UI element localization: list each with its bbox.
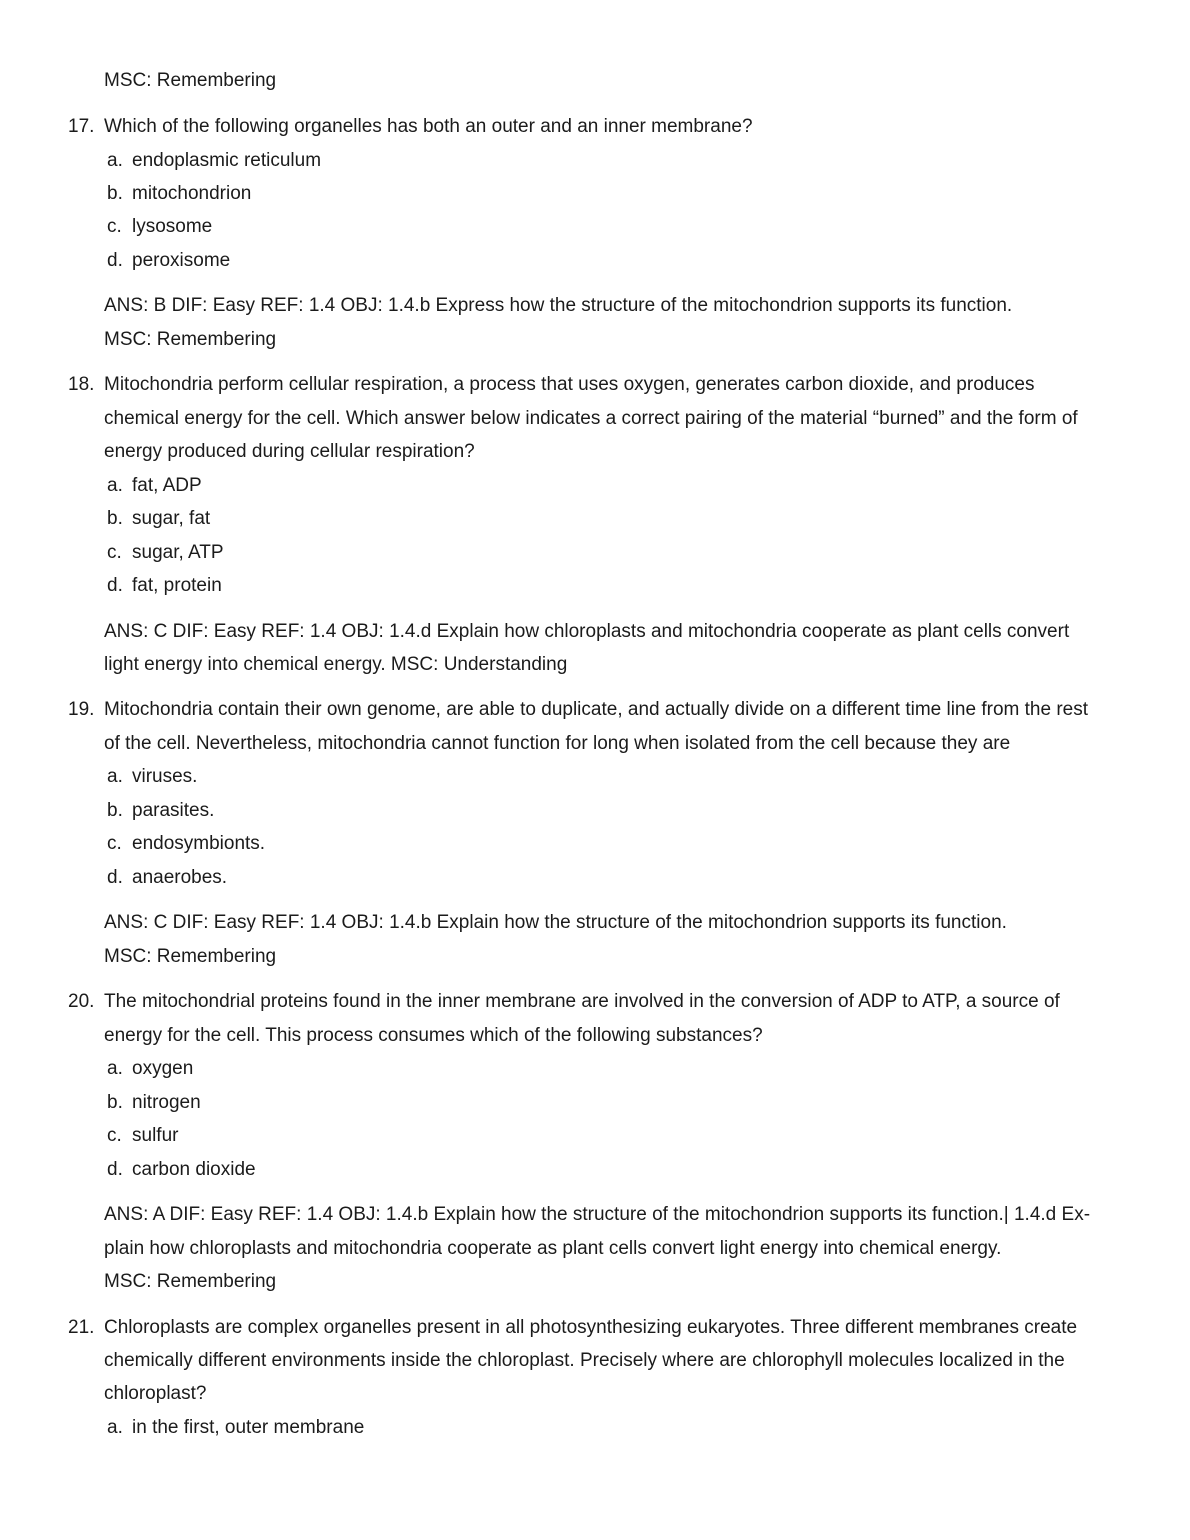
option-text: endosymbionts. xyxy=(132,833,266,854)
answer-line: ANS: B DIF: Easy REF: 1.4 OBJ: 1.4.b Express how the structure of the mitochondrion supports its function. xyxy=(104,295,1013,316)
question-number: 20. xyxy=(68,991,95,1012)
msc-line: MSC: Remembering xyxy=(104,70,277,91)
option-text: viruses. xyxy=(132,766,198,787)
option-letter: b. xyxy=(107,183,123,204)
option-letter: b. xyxy=(107,1092,123,1113)
question-stem-line: Mitochondria contain their own genome, are able to duplicate, and actually divide on a different time line from the rest xyxy=(104,699,1088,720)
option-text: sulfur xyxy=(132,1125,179,1146)
option-letter: d. xyxy=(107,867,123,888)
answer-line: ANS: A DIF: Easy REF: 1.4 OBJ: 1.4.b Explain how the structure of the mitochondrion supports its function.| 1.4.d Ex- xyxy=(104,1204,1091,1225)
question-number: 17. xyxy=(68,116,95,137)
option-letter: a. xyxy=(107,1417,123,1438)
option-text: lysosome xyxy=(132,216,213,237)
option-letter: d. xyxy=(107,1159,123,1180)
answer-line: MSC: Remembering xyxy=(104,946,277,967)
option-letter: a. xyxy=(107,1058,123,1079)
question-stem-line: Which of the following organelles has both an outer and an inner membrane? xyxy=(104,116,753,137)
answer-line: ANS: C DIF: Easy REF: 1.4 OBJ: 1.4.d Explain how chloroplasts and mitochondria cooperate as plant cells convert xyxy=(104,621,1070,642)
option-text: nitrogen xyxy=(132,1092,201,1113)
question-stem-line: energy for the cell. This process consumes which of the following substances? xyxy=(104,1025,763,1046)
option-text: peroxisome xyxy=(132,250,231,271)
answer-line: light energy into chemical energy. MSC: Understanding xyxy=(104,654,568,675)
option-letter: d. xyxy=(107,575,123,596)
option-text: sugar, fat xyxy=(132,508,211,529)
option-letter: c. xyxy=(107,542,122,563)
question-number: 19. xyxy=(68,699,95,720)
question-stem-line: The mitochondrial proteins found in the inner membrane are involved in the conversion of ADP to ATP, a source of xyxy=(104,991,1060,1012)
question-stem-line: chemically different environments inside the chloroplast. Precisely where are chlorophyll molecules localized in the xyxy=(104,1350,1065,1371)
question-stem-line: chloroplast? xyxy=(104,1383,207,1404)
option-letter: b. xyxy=(107,800,123,821)
option-text: mitochondrion xyxy=(132,183,252,204)
question-stem-line: of the cell. Nevertheless, mitochondria cannot function for long when isolated from the cell because they are xyxy=(104,733,1011,754)
option-text: in the first, outer membrane xyxy=(132,1417,365,1438)
question-stem-line: Chloroplasts are complex organelles present in all photosynthesizing eukaryotes. Three different membranes create xyxy=(104,1317,1078,1338)
option-text: endoplasmic reticulum xyxy=(132,150,322,171)
option-letter: b. xyxy=(107,508,123,529)
option-letter: a. xyxy=(107,475,123,496)
option-text: fat, protein xyxy=(132,575,222,596)
answer-line: MSC: Remembering xyxy=(104,1271,277,1292)
option-letter: a. xyxy=(107,150,123,171)
option-text: anaerobes. xyxy=(132,867,228,888)
answer-line: MSC: Remembering xyxy=(104,329,277,350)
question-number: 18. xyxy=(68,374,95,395)
option-letter: c. xyxy=(107,833,122,854)
question-number: 21. xyxy=(68,1317,95,1338)
option-letter: d. xyxy=(107,250,123,271)
option-text: carbon dioxide xyxy=(132,1159,256,1180)
option-letter: a. xyxy=(107,766,123,787)
option-letter: c. xyxy=(107,216,122,237)
option-text: oxygen xyxy=(132,1058,194,1079)
answer-line: plain how chloroplasts and mitochondria cooperate as plant cells convert light energy into chemical energy. xyxy=(104,1238,1002,1259)
question-stem-line: energy produced during cellular respiration? xyxy=(104,441,475,462)
option-letter: c. xyxy=(107,1125,122,1146)
option-text: fat, ADP xyxy=(132,475,202,496)
option-text: parasites. xyxy=(132,800,215,821)
option-text: sugar, ATP xyxy=(132,542,224,563)
answer-line: ANS: C DIF: Easy REF: 1.4 OBJ: 1.4.b Explain how the structure of the mitochondrion supports its function. xyxy=(104,912,1007,933)
question-stem-line: Mitochondria perform cellular respiration, a process that uses oxygen, generates carbon dioxide, and produces xyxy=(104,374,1035,395)
question-stem-line: chemical energy for the cell. Which answer below indicates a correct pairing of the material “burned” and the form of xyxy=(104,408,1078,429)
